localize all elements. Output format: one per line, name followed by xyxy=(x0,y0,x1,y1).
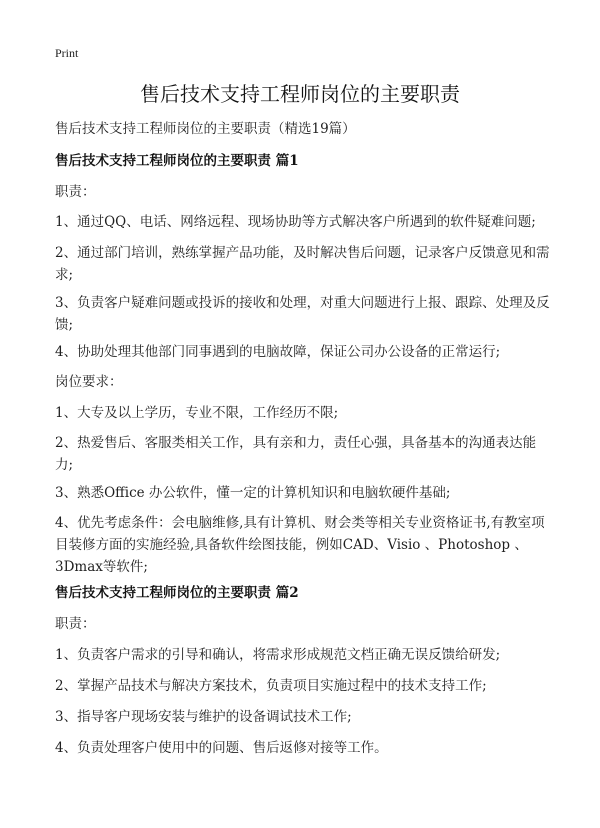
section2-duty-item: 4、负责处理客户使用中的问题、售后返修对接等工作。 xyxy=(55,740,388,756)
section1-requirement-item: 3、熟悉Office 办公软件，懂一定的计算机知识和电脑软硬件基础; xyxy=(55,485,451,501)
intro-line: 售后技术支持工程师岗位的主要职责（精选19篇） xyxy=(55,121,356,137)
section1-heading: 售后技术支持工程师岗位的主要职责 篇1 xyxy=(55,153,299,169)
document-title: 售后技术支持工程师岗位的主要职责 xyxy=(140,82,460,106)
section1-requirement-item: 2、热爱售后、客服类相关工作，具有亲和力，责任心强，具备基本的沟通表达能力; xyxy=(55,435,537,473)
print-label: Print xyxy=(55,46,79,60)
section1-requirement-item: 4、优先考虑条件：会电脑维修,具有计算机、财会类等相关专业资格证书,有教室项目装修方面的实施经验,具备软件绘图技能，例如CAD、Visio 、Photoshop 、3Dmax等软件; xyxy=(55,515,545,575)
section1-duty-item: 2、通过部门培训，熟练掌握产品功能，及时解决售后问题，记录客户反馈意见和需求; xyxy=(55,245,550,283)
section1-requirement-item: 1、大专及以上学历，专业不限，工作经历不限; xyxy=(55,405,339,421)
section2-heading: 售后技术支持工程师岗位的主要职责 篇2 xyxy=(55,585,299,601)
section1-duty-item: 3、负责客户疑难问题或投诉的接收和处理，对重大问题进行上报、跟踪、处理及反馈; xyxy=(55,295,550,333)
section1-duty-item: 1、通过QQ、电话、网络远程、现场协助等方式解决客户所遇到的软件疑难问题; xyxy=(55,214,536,230)
section1-duty-item: 4、协助处理其他部门同事遇到的电脑故障，保证公司办公设备的正常运行; xyxy=(55,344,501,360)
section2-duty-item: 2、掌握产品技术与解决方案技术，负责项目实施过程中的技术支持工作; xyxy=(55,678,487,694)
section1-duties-label: 职责： xyxy=(55,184,96,200)
section2-duty-item: 1、负责客户需求的引导和确认，将需求形成规范文档正确无误反馈给研发; xyxy=(55,647,501,663)
section1-requirements-label: 岗位要求： xyxy=(55,374,123,390)
section2-duties-label: 职责： xyxy=(55,616,96,632)
section2-duty-item: 3、指导客户现场安装与维护的设备调试技术工作; xyxy=(55,709,352,725)
